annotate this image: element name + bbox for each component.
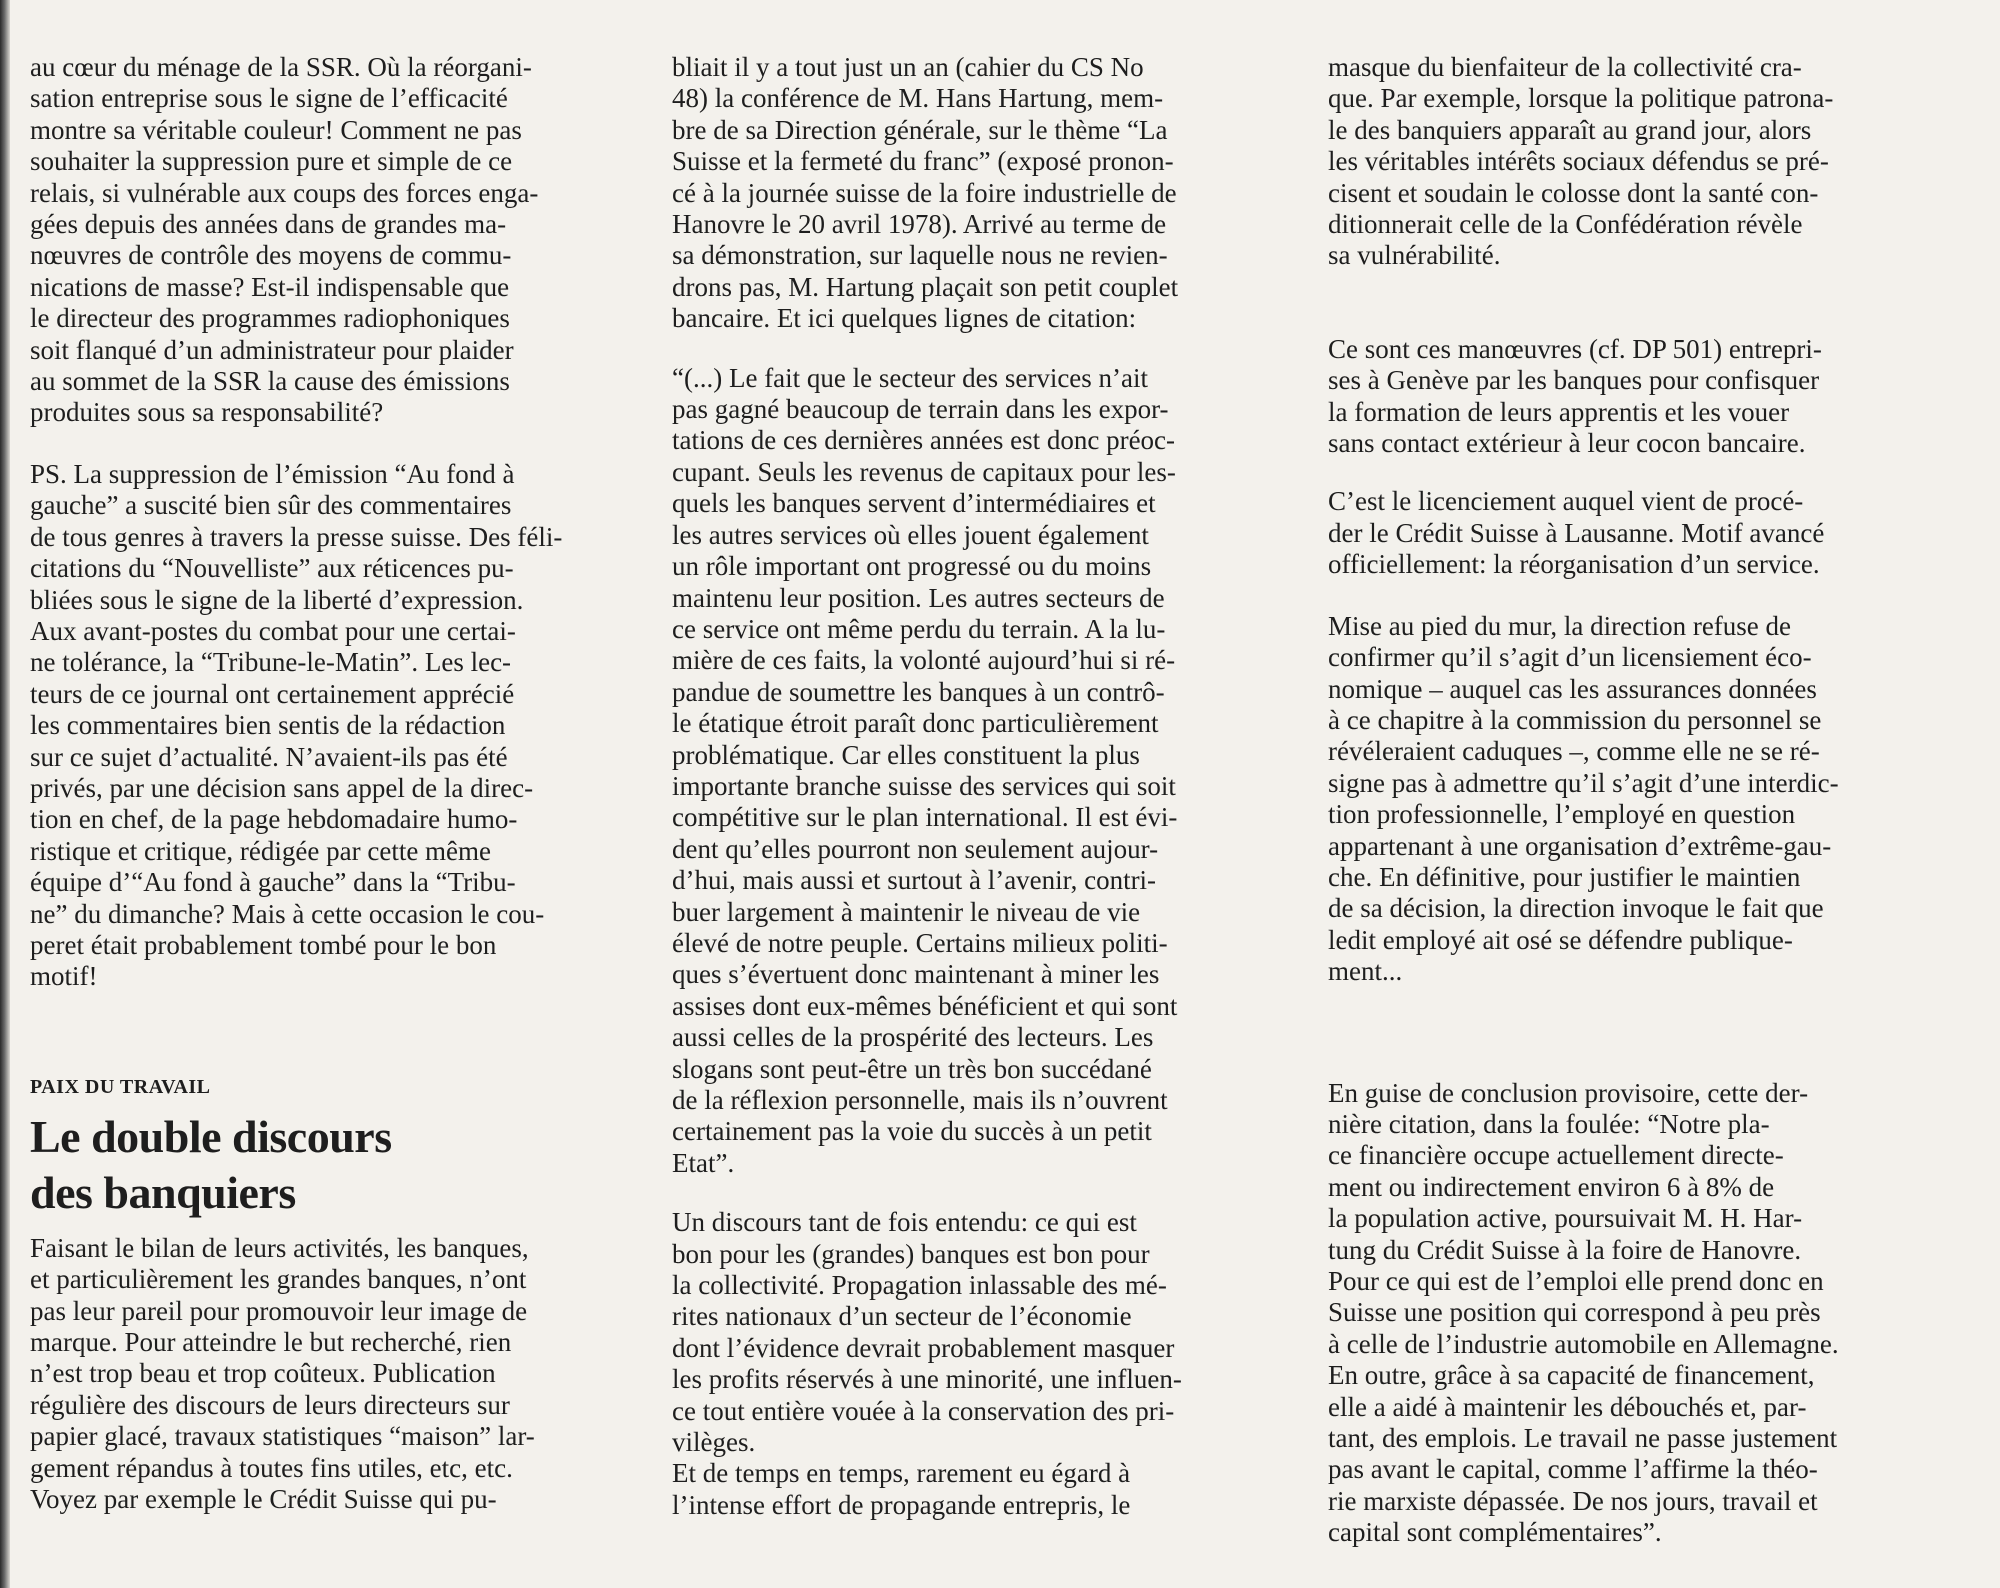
paragraph: bliait il y a tout just un an (cahier du CS No 48) la conférence de M. Hans Hartung, mem- bre de sa Direction générale, sur le thème “La Suisse et la fermeté du franc” (exposé pronon- cé à la journée suisse de la foire industrielle de Hanovre le 20 avril 1978). Arrivé au terme de sa démonstration, sur laquelle nous ne revien- drons pas, M. Hartung plaçait son petit couplet bancaire. Et ici quelques lignes de citation: bbox=[672, 52, 1179, 334]
section-kicker: PAIX DU TRAVAIL bbox=[30, 1075, 211, 1098]
paragraph-ps: PS. La suppression de l’émission “Au fond à gauche” a suscité bien sûr des commentaires de tous genres à travers la presse suisse. Des féli- citations du “Nouvelliste” aux réticences pu- bliées sous le signe de la liberté d’expression. Aux avant-postes du combat pour une certai- ne tolérance, la “Tribune-le-Matin”. Les lec- teurs de ce journal ont certainement apprécié les commentaires bien sentis de la rédaction sur ce sujet d’actualité. N’avaient-ils pas été privés, par une décision sans appel de la direc- tion en chef, de la page hebdomadaire humo- ristique et critique, rédigée par cette même équipe d’“Au fond à gauche” dans la “Tribu- ne” du dimanche? Mais à cette occasion le cou- peret était probablement tombé pour le bon motif! bbox=[30, 458, 563, 992]
article-headline: Le double discours des banquiers bbox=[30, 1110, 392, 1218]
paragraph: Ce sont ces manœuvres (cf. DP 501) entrepri- ses à Genève par les banques pour confisquer la formation de leurs apprentis et les vouer sans contact extérieur à leur cocon bancaire. bbox=[1328, 333, 1822, 459]
paragraph: Faisant le bilan de leurs activités, les banques, et particulièrement les grandes banques, n’ont pas leur pareil pour promouvoir leur image de marque. Pour atteindre le but recherché, rien n’est trop beau et trop coûteux. Publication régulière des discours de leurs directeurs sur papier glacé, travaux statistiques “maison” lar- gement répandus à toutes fins utiles, etc, etc. Voyez par exemple le Crédit Suisse qui pu- bbox=[30, 1232, 535, 1515]
paragraph: Et de temps en temps, rarement eu égard à l’intense effort de propagande entrepris, le bbox=[672, 1458, 1131, 1520]
quote-paragraph: “(...) Le fait que le secteur des services n’ait pas gagné beaucoup de terrain dans les expor- tations de ces dernières années est donc préoc- cupant. Seuls les revenus de capitaux pour les- quels les banques servent d’intermédiaires et les autres services où elles jouent également un rôle important ont progressé ou du moins maintenu leur position. Les autres secteurs de ce service ont même perdu du terrain. A la lu- mière de ces faits, la volonté aujourd’hui si ré- pandue de soumettre les banques à un contrô- le étatique étroit paraît donc particulièrement problématique. Car elles constituent la plus importante branche suisse des services qui soit compétitive sur le plan international. Il est évi- dent qu’elles pourront non seulement aujour- d’hui, mais aussi et surtout à l’avenir, contri- buer largement à maintenir le niveau de vie élevé de notre peuple. Certains milieux politi- ques s’évertuent donc maintenant à miner les assises dont eux-mêmes bénéficient et qui sont aussi celles de la prospérité des lecteurs. Les slogans sont peut-être un très bon succédané de la réflexion personnelle, mais ils n’ouvrent certainement pas la voie du succès à un petit Etat”. bbox=[672, 362, 1178, 1178]
column-2 bbox=[672, 52, 1288, 1521]
paragraph: C’est le licenciement auquel vient de procé- der le Crédit Suisse à Lausanne. Motif avancé officiellement: la réorganisation d’un service. bbox=[1328, 486, 1825, 580]
paragraph: au cœur du ménage de la SSR. Où la réorgani- sation entreprise sous le signe de l’efficacité montre sa véritable couleur! Comment ne pas souhaiter la suppression pure et simple de ce relais, si vulnérable aux coups des forces enga- gées depuis des années dans de grandes ma- nœuvres de contrôle des moyens de commu- nications de masse? Est-il indispensable que le directeur des programmes radiophoniques soit flanqué d’un administrateur pour plaider au sommet de la SSR la cause des émissions produites sous sa responsabilité? bbox=[30, 52, 539, 428]
paragraph: Mise au pied du mur, la direction refuse de confirmer qu’il s’agit d’un licensiement éco- nomique – auquel cas les assurances données à ce chapitre à la commission du personnel se révéleraient caduques –, comme elle ne se ré- signe pas à admettre qu’il s’agit d’une interdic- tion professionnelle, l’employé en question appartenant à une organisation d’extrême-gau- che. En définitive, pour justifier le maintien de sa décision, la direction invoque le fait que ledit employé ait osé se défendre publique- ment... bbox=[1328, 610, 1839, 987]
column-3 bbox=[1328, 52, 1944, 1549]
page-binding-edge bbox=[0, 0, 10, 1588]
paragraph: masque du bienfaiteur de la collectivité cra- que. Par exemple, lorsque la politique patrona- le des banquiers apparaît au grand jour, alors les véritables intérêts sociaux défendus se pré- cisent et soudain le colosse dont la santé con- ditionnerait celle de la Confédération révèle sa vulnérabilité. bbox=[1328, 52, 1834, 271]
paragraph: Un discours tant de fois entendu: ce qui est bon pour les (grandes) banques est bon pour la collectivité. Propagation inlassable des mé- rites nationaux d’un secteur de l’économie dont l’évidence devrait probablement masquer les profits réservés à une minorité, une influen- ce tout entière vouée à la conservation des pri- vilèges. bbox=[672, 1207, 1182, 1458]
column-1 bbox=[30, 52, 634, 1515]
paragraph-conclusion: En guise de conclusion provisoire, cette der- nière citation, dans la foulée: “Notre pla- ce financière occupe actuellement directe- ment ou indirectement environ 6 à 8% de la population active, poursuivait M. H. Har- tung du Crédit Suisse à la foire de Hanovre. Pour ce qui est de l’emploi elle prend donc en Suisse une position qui correspond à peu près à celle de l’industrie automobile en Allemagne. En outre, grâce à sa capacité de financement, elle a aidé à maintenir les débouchés et, par- tant, des emplois. Le travail ne passe justement pas avant le capital, comme l’affirme la théo- rie marxiste dépassée. De nos jours, travail et capital sont complémentaires”. bbox=[1328, 1077, 1839, 1548]
